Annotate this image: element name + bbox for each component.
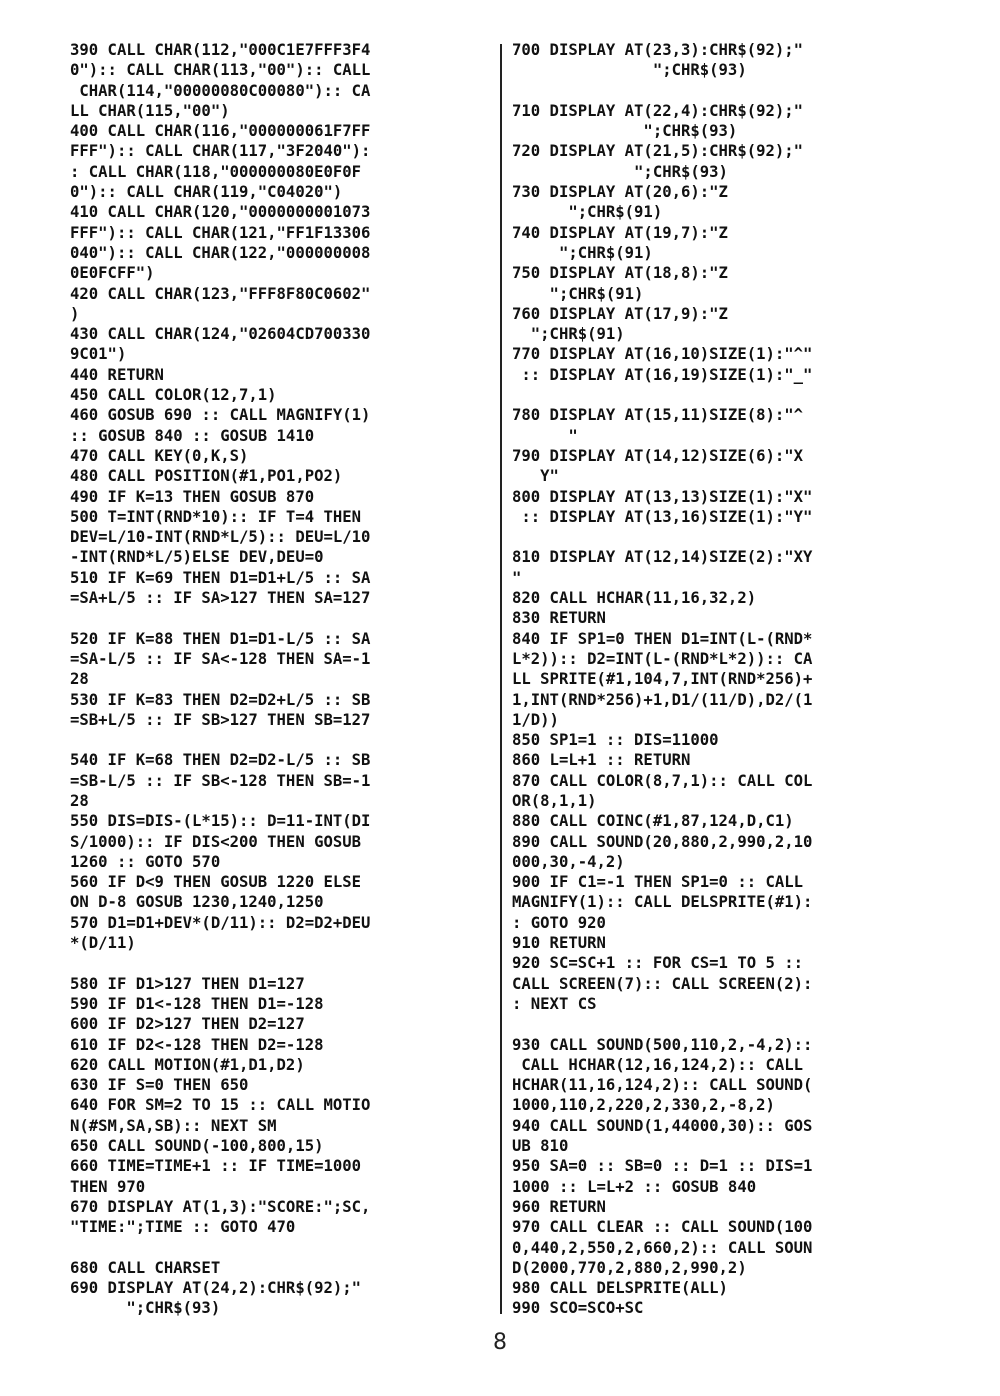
- code-line: 920 SC=SC+1 :: FOR CS=1 TO 5 ::: [512, 954, 804, 973]
- column-divider: [500, 44, 502, 1314]
- code-line: ON D-8 GOSUB 1230,1240,1250: [70, 893, 324, 912]
- code-line: 000,30,-4,2): [512, 852, 625, 871]
- code-line: LL SPRITE(#1,104,7,INT(RND*256)+: [512, 670, 813, 689]
- listing-column-left: [70, 40, 490, 1319]
- code-line: 960 RETURN: [512, 1197, 606, 1216]
- code-line: 570 D1=D1+DEV*(D/11):: D2=D2+DEU: [70, 913, 371, 932]
- code-line: 460 GOSUB 690 :: CALL MAGNIFY(1): [70, 406, 371, 425]
- code-line: 700 DISPLAY AT(23,3):CHR$(92);": [512, 41, 804, 59]
- code-line: 730 DISPLAY AT(20,6):"Z: [512, 183, 728, 202]
- code-line: 670 DISPLAY AT(1,3):"SCORE:";SC,: [70, 1197, 371, 1216]
- code-line: CALL SCREEN(7):: CALL SCREEN(2):: [512, 974, 813, 993]
- code-line: 630 IF S=0 THEN 650: [70, 1076, 249, 1095]
- code-line: 990 SCO=SCO+SC: [512, 1299, 644, 1318]
- code-line: CHAR(114,"00000080C00080"):: CA: [70, 81, 371, 100]
- code-line: : NEXT CS: [512, 994, 597, 1013]
- code-line: OR(8,1,1): [512, 791, 597, 810]
- code-line: "TIME:";TIME :: GOTO 470: [70, 1218, 296, 1237]
- code-line: HCHAR(11,16,124,2):: CALL SOUND(: [512, 1076, 813, 1095]
- code-line: 600 IF D2>127 THEN D2=127: [70, 1015, 305, 1034]
- code-line: ): [70, 304, 80, 323]
- code-line: 740 DISPLAY AT(19,7):"Z: [512, 223, 728, 242]
- code-line: 640 FOR SM=2 TO 15 :: CALL MOTIO: [70, 1096, 371, 1115]
- code-line: 620 CALL MOTION(#1,D1,D2): [70, 1055, 305, 1074]
- code-line: LL CHAR(115,"00"): [70, 101, 230, 120]
- code-line: 540 IF K=68 THEN D2=D2-L/5 :: SB: [70, 751, 371, 770]
- code-line: 0"):: CALL CHAR(119,"C04020"): [70, 183, 343, 202]
- code-line: 550 DIS=DIS-(L*15):: D=11-INT(DI: [70, 812, 371, 831]
- code-line: :: DISPLAY AT(13,16)SIZE(1):"Y": [512, 507, 813, 526]
- code-line: 1000 :: L=L+2 :: GOSUB 840: [512, 1177, 757, 1196]
- code-line: 830 RETURN: [512, 609, 606, 628]
- code-line: =SB+L/5 :: IF SB>127 THEN SB=127: [70, 710, 371, 729]
- code-line: 390 CALL CHAR(112,"000C1E7FFF3F4: [70, 41, 371, 59]
- code-line: 650 CALL SOUND(-100,800,15): [70, 1137, 324, 1156]
- code-line: 850 SP1=1 :: DIS=11000: [512, 731, 719, 750]
- code-line: ";CHR$(91): [512, 203, 663, 222]
- code-line: ": [512, 426, 578, 445]
- page-number: 8: [493, 1330, 507, 1355]
- code-line: 770 DISPLAY AT(16,10)SIZE(1):"^": [512, 345, 813, 364]
- code-line: *(D/11): [70, 934, 136, 953]
- code-line: 410 CALL CHAR(120,"0000000001073: [70, 203, 371, 222]
- code-line: S/1000):: IF DIS<200 THEN GOSUB: [70, 832, 362, 851]
- code-line: 940 CALL SOUND(1,44000,30):: GOS: [512, 1116, 813, 1135]
- code-line: 690 DISPLAY AT(24,2):CHR$(92);": [70, 1279, 362, 1298]
- code-line: DEV=L/10-INT(RND*L/5):: DEU=L/10: [70, 528, 371, 547]
- code-line: 580 IF D1>127 THEN D1=127: [70, 974, 305, 993]
- code-line: :: DISPLAY AT(16,19)SIZE(1):"_": [512, 365, 813, 384]
- code-line: Y": [512, 467, 559, 486]
- code-line: 980 CALL DELSPRITE(ALL): [512, 1279, 728, 1298]
- code-line: =SA-L/5 :: IF SA<-128 THEN SA=-1: [70, 649, 371, 668]
- code-line: =SA+L/5 :: IF SA>127 THEN SA=127: [70, 589, 371, 608]
- code-line: 710 DISPLAY AT(22,4):CHR$(92);": [512, 101, 804, 120]
- code-line: FFF"):: CALL CHAR(121,"FF1F13306: [70, 223, 371, 242]
- code-line: 750 DISPLAY AT(18,8):"Z: [512, 264, 728, 283]
- code-line: 900 IF C1=-1 THEN SP1=0 :: CALL: [512, 873, 804, 892]
- code-line: 800 DISPLAY AT(13,13)SIZE(1):"X": [512, 487, 813, 506]
- code-line: 480 CALL POSITION(#1,PO1,PO2): [70, 467, 343, 486]
- code-line: 590 IF D1<-128 THEN D1=-128: [70, 994, 324, 1013]
- code-line: 040"):: CALL CHAR(122,"000000008: [70, 243, 371, 262]
- code-line: 810 DISPLAY AT(12,14)SIZE(2):"XY: [512, 548, 813, 567]
- code-line: 1000,110,2,220,2,330,2,-8,2): [512, 1096, 775, 1115]
- code-line: N(#SM,SA,SB):: NEXT SM: [70, 1116, 277, 1135]
- code-line: 510 IF K=69 THEN D1=D1+L/5 :: SA: [70, 568, 371, 587]
- code-line: D(2000,770,2,880,2,990,2): [512, 1258, 747, 1277]
- code-line: ";CHR$(93): [70, 1299, 221, 1318]
- code-line: 0E0FCFF"): [70, 264, 155, 283]
- code-line: 530 IF K=83 THEN D2=D2+L/5 :: SB: [70, 690, 371, 709]
- code-line: 450 CALL COLOR(12,7,1): [70, 386, 277, 405]
- code-line: THEN 970: [70, 1177, 146, 1196]
- code-line: ";CHR$(93): [512, 122, 738, 141]
- code-line: FFF"):: CALL CHAR(117,"3F2040"):: [70, 142, 371, 161]
- code-line: ";CHR$(91): [512, 284, 644, 303]
- code-line: 870 CALL COLOR(8,7,1):: CALL COL: [512, 771, 813, 790]
- code-line: 400 CALL CHAR(116,"000000061F7FF: [70, 122, 371, 141]
- code-line: 680 CALL CHARSET: [70, 1258, 221, 1277]
- code-line: ";CHR$(93): [512, 162, 728, 181]
- code-line: 880 CALL COINC(#1,87,124,D,C1): [512, 812, 794, 831]
- code-line: 28: [70, 791, 89, 810]
- code-line: 1260 :: GOTO 570: [70, 852, 221, 871]
- code-line: 9C01"): [70, 345, 127, 364]
- code-line: MAGNIFY(1):: CALL DELSPRITE(#1):: [512, 893, 813, 912]
- code-line: 890 CALL SOUND(20,880,2,990,2,10: [512, 832, 813, 851]
- code-line: 560 IF D<9 THEN GOSUB 1220 ELSE: [70, 873, 362, 892]
- code-line: 610 IF D2<-128 THEN D2=-128: [70, 1035, 324, 1054]
- code-line: 780 DISPLAY AT(15,11)SIZE(8):"^: [512, 406, 804, 425]
- code-line: 760 DISPLAY AT(17,9):"Z: [512, 304, 728, 323]
- code-line: CALL HCHAR(12,16,124,2):: CALL: [512, 1055, 804, 1074]
- code-line: 840 IF SP1=0 THEN D1=INT(L-(RND*: [512, 629, 813, 648]
- code-line: -INT(RND*L/5)ELSE DEV,DEU=0: [70, 548, 324, 567]
- code-line: 950 SA=0 :: SB=0 :: D=1 :: DIS=1: [512, 1157, 813, 1176]
- code-line: 430 CALL CHAR(124,"02604CD700330: [70, 325, 371, 344]
- code-line: L*2)):: D2=INT(L-(RND*L*2)):: CA: [512, 649, 813, 668]
- code-line: 1,INT(RND*256)+1,D1/(11/D),D2/(1: [512, 690, 813, 709]
- code-line: ": [512, 568, 522, 587]
- code-line: 790 DISPLAY AT(14,12)SIZE(6):"X: [512, 446, 804, 465]
- code-line: 490 IF K=13 THEN GOSUB 870: [70, 487, 315, 506]
- code-line: : GOTO 920: [512, 913, 606, 932]
- code-line: =SB-L/5 :: IF SB<-128 THEN SB=-1: [70, 771, 371, 790]
- code-line: : CALL CHAR(118,"000000080E0F0F: [70, 162, 362, 181]
- code-line: 520 IF K=88 THEN D1=D1-L/5 :: SA: [70, 629, 371, 648]
- code-line: 970 CALL CLEAR :: CALL SOUND(100: [512, 1218, 813, 1237]
- code-line: 720 DISPLAY AT(21,5):CHR$(92);": [512, 142, 804, 161]
- code-line: 440 RETURN: [70, 365, 164, 384]
- code-line: ";CHR$(91): [512, 243, 653, 262]
- code-line: 0,440,2,550,2,660,2):: CALL SOUN: [512, 1238, 813, 1257]
- code-line: 0"):: CALL CHAR(113,"00"):: CALL: [70, 61, 371, 80]
- code-line: 820 CALL HCHAR(11,16,32,2): [512, 589, 757, 608]
- code-line: ";CHR$(93): [512, 61, 747, 80]
- code-line: 1/D)): [512, 710, 559, 729]
- code-line: UB 810: [512, 1137, 569, 1156]
- code-line: 470 CALL KEY(0,K,S): [70, 446, 249, 465]
- code-line: 500 T=INT(RND*10):: IF T=4 THEN: [70, 507, 362, 526]
- code-line: ";CHR$(91): [512, 325, 625, 344]
- code-line: 420 CALL CHAR(123,"FFF8F80C0602": [70, 284, 371, 303]
- code-line: 860 L=L+1 :: RETURN: [512, 751, 691, 770]
- code-line: 910 RETURN: [512, 934, 606, 953]
- code-line: 28: [70, 670, 89, 689]
- code-line: 930 CALL SOUND(500,110,2,-4,2)::: [512, 1035, 813, 1054]
- listing-column-right: [512, 40, 932, 1319]
- code-line: :: GOSUB 840 :: GOSUB 1410: [70, 426, 315, 445]
- code-line: 660 TIME=TIME+1 :: IF TIME=1000: [70, 1157, 362, 1176]
